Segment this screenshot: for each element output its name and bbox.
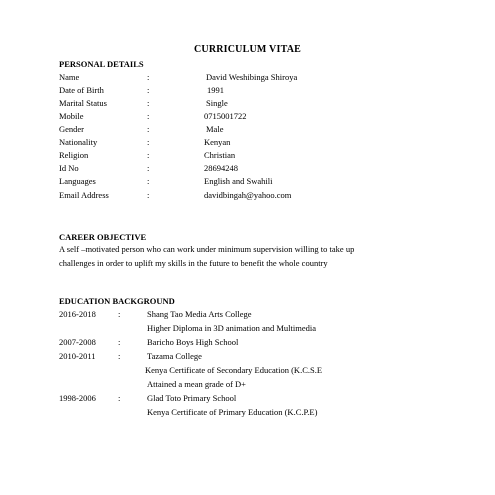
detail-value: Kenyan	[204, 137, 231, 147]
detail-separator: :	[147, 85, 150, 95]
detail-value: davidbingah@yahoo.com	[204, 190, 292, 200]
education-separator: :	[118, 309, 121, 319]
education-institution: Baricho Boys High School	[147, 337, 239, 347]
document-title: CURRICULUM VITAE	[193, 44, 301, 55]
education-years: 2010-2011	[59, 351, 96, 361]
personal-detail-row	[0, 150, 495, 162]
personal-detail-row	[0, 111, 495, 123]
personal-detail-row	[0, 124, 495, 136]
detail-label: Religion	[59, 150, 89, 160]
education-qualification: Higher Diploma in 3D animation and Multimedia	[147, 323, 317, 333]
detail-value: English and Swahili	[204, 176, 273, 186]
detail-value: Christian	[204, 150, 236, 160]
education-institution: Shang Tao Media Arts College	[147, 309, 252, 319]
detail-separator: :	[147, 72, 150, 82]
detail-separator: :	[147, 111, 150, 121]
education-heading: EDUCATION BACKGROUND	[59, 296, 175, 306]
detail-label: Languages	[59, 176, 96, 186]
career-objective-heading: CAREER OBJECTIVE	[59, 232, 147, 242]
detail-separator: :	[147, 190, 150, 200]
education-qualification: Kenya Certificate of Secondary Education (K.C.S.E	[145, 365, 323, 375]
education-row	[0, 351, 495, 363]
education-separator: :	[118, 337, 121, 347]
personal-detail-row	[0, 163, 495, 175]
education-qualification: Kenya Certificate of Primary Education (K.C.P.E)	[147, 407, 318, 417]
education-row	[0, 393, 495, 405]
education-years: 1998-2006	[59, 393, 96, 403]
detail-label: Gender	[59, 124, 85, 134]
personal-detail-row	[0, 190, 495, 202]
detail-separator: :	[147, 176, 150, 186]
personal-detail-row	[0, 85, 495, 97]
personal-detail-row	[0, 176, 495, 188]
education-separator: :	[118, 393, 121, 403]
detail-separator: :	[147, 124, 150, 134]
detail-value: David Weshibinga Shiroya	[206, 72, 298, 82]
education-qualification: Attained a mean grade of D+	[147, 379, 246, 389]
education-institution: Tazama College	[147, 351, 202, 361]
detail-value: 1991	[207, 85, 224, 95]
education-years: 2007-2008	[59, 337, 96, 347]
detail-separator: :	[147, 163, 150, 173]
education-institution: Glad Toto Primary School	[147, 393, 237, 403]
detail-separator: :	[147, 98, 150, 108]
education-separator: :	[118, 351, 121, 361]
education-years: 2016-2018	[59, 309, 96, 319]
detail-separator: :	[147, 137, 150, 147]
personal-detail-row	[0, 72, 495, 84]
detail-value: 0715001722	[204, 111, 247, 121]
personal-details-heading: PERSONAL DETAILS	[59, 59, 144, 69]
education-row	[0, 365, 495, 377]
education-row	[0, 323, 495, 335]
career-objective-line: A self –motivated person who can work under minimum supervision willing to take up	[59, 244, 355, 254]
detail-label: Id No	[59, 163, 79, 173]
education-row	[0, 309, 495, 321]
detail-separator: :	[147, 150, 150, 160]
detail-label: Date of Birth	[59, 85, 104, 95]
detail-label: Mobile	[59, 111, 84, 121]
detail-value: Male	[206, 124, 224, 134]
education-row	[0, 407, 495, 419]
detail-label: Marital Status	[59, 98, 107, 108]
education-row	[0, 337, 495, 349]
detail-label: Email Address	[59, 190, 109, 200]
detail-value: Single	[206, 98, 228, 108]
detail-label: Name	[59, 72, 80, 82]
career-objective-line: challenges in order to uplift my skills in the future to benefit the whole country	[59, 258, 328, 268]
detail-label: Nationality	[59, 137, 98, 147]
education-row	[0, 379, 495, 391]
personal-detail-row	[0, 137, 495, 149]
personal-detail-row	[0, 98, 495, 110]
detail-value: 28694248	[204, 163, 238, 173]
